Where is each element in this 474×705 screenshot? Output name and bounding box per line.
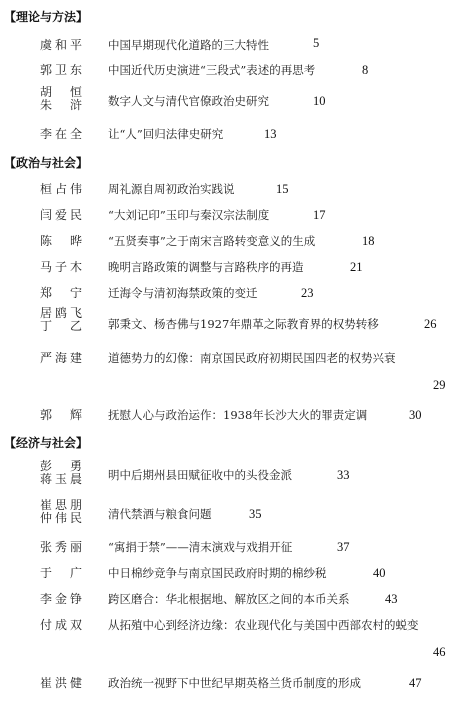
toc-page-number: 47 [409, 676, 422, 690]
toc-title[interactable]: 迁海令与清初海禁政策的变迁 [108, 286, 258, 300]
toc-title[interactable]: 政治统一视野下中世纪早期英格兰货币制度的形成 [108, 676, 361, 690]
toc-page-number: 37 [337, 540, 350, 554]
toc-page-number: 43 [385, 592, 398, 606]
toc-page-number: 21 [350, 260, 363, 274]
toc-author: 郭 辉 [40, 408, 86, 422]
toc-page-number: 17 [313, 208, 326, 222]
toc-author: 居鸥飞 [40, 306, 86, 320]
toc-page-number: 30 [409, 408, 422, 422]
toc-page-number: 29 [433, 378, 446, 392]
toc-title[interactable]: 中日棉纱竞争与南京国民政府时期的棉纱税 [108, 566, 327, 580]
toc-page-number: 8 [362, 63, 369, 77]
toc-page-number: 26 [424, 317, 437, 331]
toc-page-number: 46 [433, 645, 446, 659]
toc-title[interactable]: 郭秉文、杨杏佛与1927年鼎革之际教育界的权势转移 [108, 317, 379, 331]
section-header-politics-society: 【政治与社会】 [4, 156, 89, 170]
toc-page-number: 15 [276, 182, 289, 196]
toc-title[interactable]: 晚明言路政策的调整与言路秩序的再造 [108, 260, 304, 274]
toc-author: 彭 勇 [40, 459, 86, 473]
toc-author-pair [40, 307, 85, 333]
toc-author: 闫爱民 [40, 208, 86, 222]
toc-author: 胡 恒 [40, 85, 86, 99]
toc-author: 崔思朋 [40, 498, 86, 512]
toc-page-number: 40 [373, 566, 386, 580]
toc-title[interactable]: 从拓殖中心到经济边缘：农业现代化与美国中西部农村的蜕变 [108, 618, 419, 632]
toc-author-pair [40, 499, 85, 525]
toc-author: 崔洪健 [40, 676, 86, 690]
toc-page-number: 23 [301, 286, 314, 300]
toc-author: 李金铮 [40, 592, 86, 606]
toc-title[interactable]: “五贤奏事”之于南宋言路转变意义的生成 [108, 234, 316, 248]
toc-page-number: 5 [313, 36, 320, 50]
toc-author: 付成双 [40, 618, 86, 632]
toc-author: 虞和平 [40, 38, 86, 52]
toc-page-number: 18 [362, 234, 375, 248]
toc-author: 李在全 [40, 127, 86, 141]
toc-author-pair [40, 86, 85, 112]
toc-author: 朱 浒 [40, 98, 86, 112]
toc-author: 陈 晔 [40, 234, 86, 248]
toc-author: 郭卫东 [40, 63, 86, 77]
toc-title[interactable]: “寓捐于禁”——清末演戏与戏捐开征 [108, 540, 293, 554]
toc-title[interactable]: “大刘记印”玉印与秦汉宗法制度 [108, 208, 270, 222]
toc-title[interactable]: 清代禁酒与粮食问题 [108, 507, 212, 521]
toc-title[interactable]: 明中后期州县田赋征收中的头役金派 [108, 468, 292, 482]
toc-page-number: 10 [313, 94, 326, 108]
toc-title[interactable]: 抚慰人心与政治运作：1938年长沙大火的罪责定调 [108, 408, 368, 422]
toc-title[interactable]: 让“人”回归法律史研究 [108, 127, 224, 141]
toc-title[interactable]: 数字人文与清代官僚政治史研究 [108, 94, 269, 108]
toc-title[interactable]: 中国近代历史演进“三段式”表述的再思考 [108, 63, 316, 77]
section-header-economy-society: 【经济与社会】 [4, 436, 89, 450]
toc-author: 张秀丽 [40, 540, 86, 554]
toc-author: 桓占伟 [40, 182, 86, 196]
toc-title[interactable]: 中国早期现代化道路的三大特性 [108, 38, 269, 52]
toc-author-pair [40, 460, 85, 486]
toc-author: 马子木 [40, 260, 86, 274]
toc-title[interactable]: 道德势力的幻像：南京国民政府初期民国四老的权势兴衰 [108, 351, 396, 365]
toc-page-number: 35 [249, 507, 262, 521]
toc-title[interactable]: 跨区磨合：华北根据地、解放区之间的本币关系 [108, 592, 350, 606]
toc-author: 郑 宁 [40, 286, 86, 300]
toc-author: 严海建 [40, 351, 86, 365]
toc-page-number: 13 [264, 127, 277, 141]
toc-title[interactable]: 周礼源自周初政治实践说 [108, 182, 235, 196]
toc-author: 丁 乙 [40, 319, 86, 333]
toc-author: 于 广 [40, 566, 86, 580]
toc-author: 仲伟民 [40, 511, 86, 525]
toc-author: 蒋玉晨 [40, 472, 86, 486]
toc-page-number: 33 [337, 468, 350, 482]
section-header-theory-method: 【理论与方法】 [4, 10, 89, 24]
